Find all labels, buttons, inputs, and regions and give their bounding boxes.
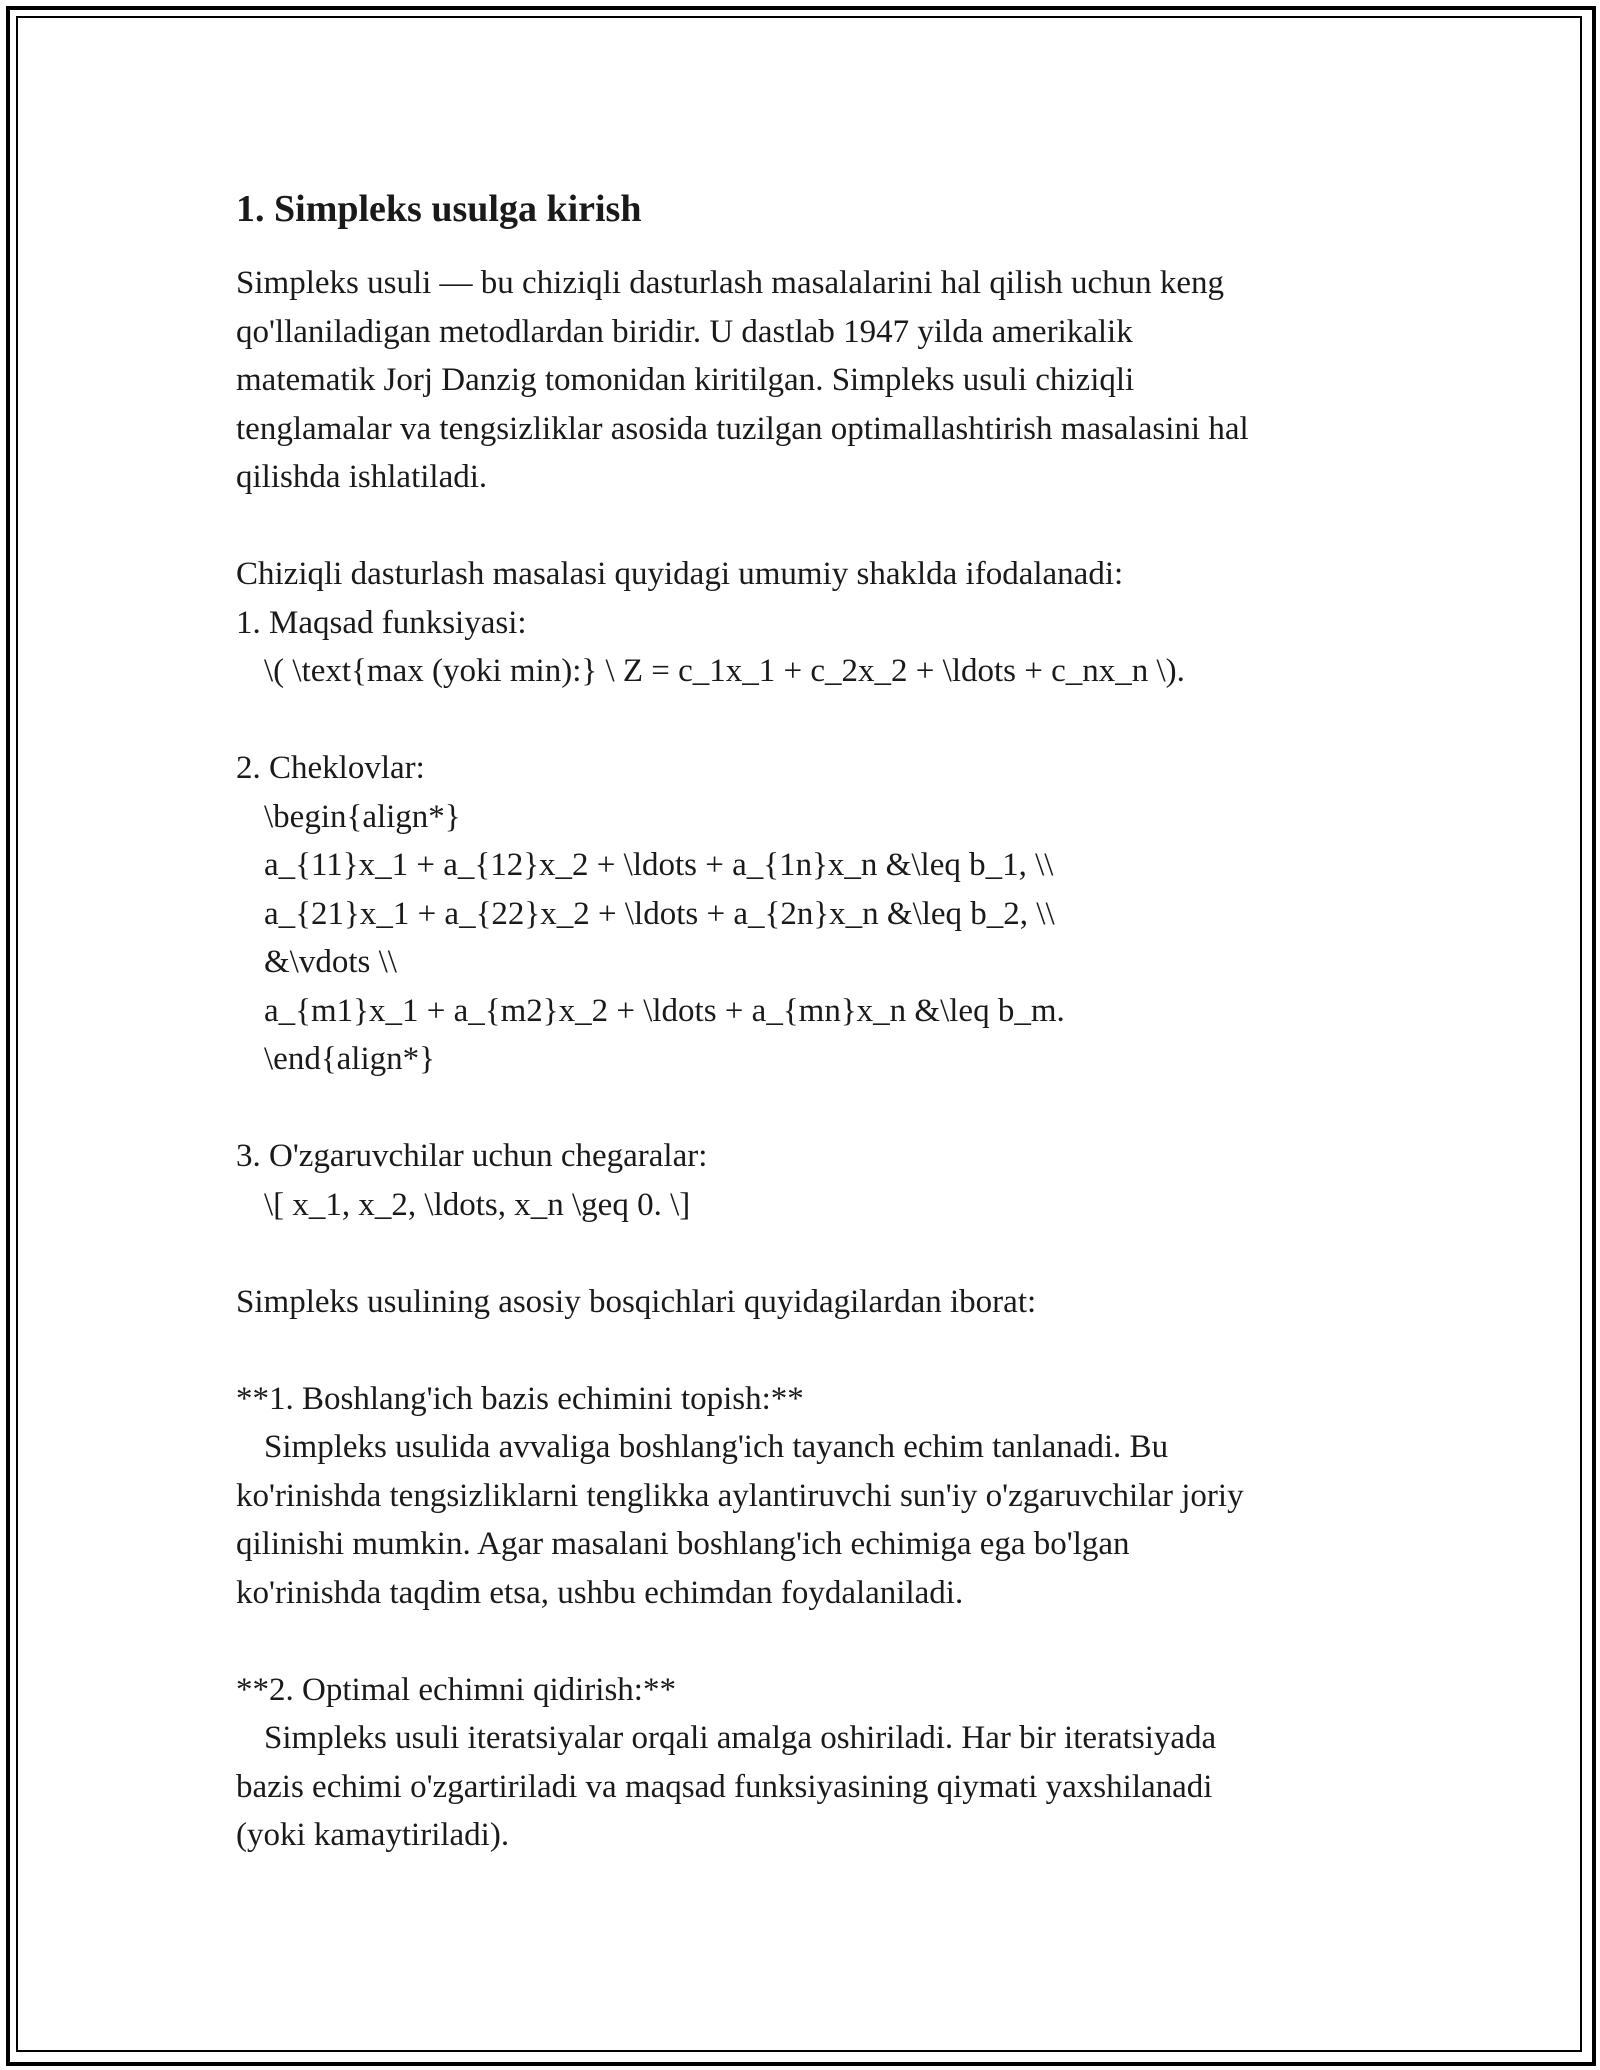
intro-paragraph <box>236 259 1396 502</box>
steps-intro: Simpleks usulining asosiy bosqichlari quyidagilardan iborat: <box>236 1283 1037 1320</box>
objective-title: 1. Maqsad funksiyasi: <box>236 604 527 641</box>
intro-line: qo'llaniladigan metodlardan biridir. U dastlab 1947 yilda amerikalik <box>236 313 1133 350</box>
spacer <box>236 502 1396 551</box>
step2-title: **2. Optimal echimni qidirish:** <box>236 1671 676 1708</box>
constraints-title: 2. Cheklovlar: <box>236 750 425 786</box>
spacer <box>236 1326 1396 1375</box>
constraints-formula-line: a_{21}x_1 + a_{22}x_2 + \ldots + a_{2n}x_n &\leq b_2, \\ <box>264 895 1055 932</box>
step2-line: (yoki kamaytiriladi). <box>236 1817 510 1853</box>
constraints-formula-line: \begin{align*} <box>264 798 461 835</box>
spacer <box>236 696 1396 745</box>
step2-line: Simpleks usuli iteratsiyalar orqali amalga oshiriladi. Har bir iteratsiyada <box>264 1720 1217 1756</box>
step1-line: ko'rinishda tengsizliklarni tenglikka aylantiruvchi sun'iy o'zgaruvchilar joriy <box>236 1477 1244 1514</box>
step2-line: bazis echimi o'zgartiriladi va maqsad funksiyasining qiymati yaxshilanadi <box>236 1768 1213 1805</box>
step1-title: **1. Boshlang'ich bazis echimini topish:** <box>236 1380 804 1417</box>
step1-line: Simpleks usulida avvaliga boshlang'ich tayanch echim tanlanadi. Bu <box>264 1429 1169 1465</box>
spacer <box>236 1617 1396 1666</box>
bounds-formula: \[ x_1, x_2, \ldots, x_n \geq 0. \] <box>264 1186 691 1223</box>
intro-line: matematik Jorj Danzig tomonidan kiritilgan. Simpleks usuli chiziqli <box>236 362 1135 398</box>
document-body <box>236 185 1396 1860</box>
constraints-formula-line: &\vdots \\ <box>264 944 397 980</box>
section-heading: 1. Simpleks usulga kirish <box>236 188 642 230</box>
intro-line: Simpleks usuli — bu chiziqli dasturlash masalalarini hal qilish uchun keng <box>236 265 1225 301</box>
spacer <box>236 1229 1396 1278</box>
bounds-title: 3. O'zgaruvchilar uchun chegaralar: <box>236 1138 708 1174</box>
constraints-formula-line: \end{align*} <box>264 1041 435 1077</box>
constraints-formula-line: a_{11}x_1 + a_{12}x_2 + \ldots + a_{1n}x_n &\leq b_1, \\ <box>264 847 1054 883</box>
step1-line: ko'rinishda taqdim etsa, ushbu echimdan foydalaniladi. <box>236 1574 964 1611</box>
intro-line: qilishda ishlatiladi. <box>236 459 488 495</box>
general-form-intro: Chiziqli dasturlash masalasi quyidagi umumiy shaklda ifodalanadi: <box>236 556 1124 592</box>
constraints-formula-line: a_{m1}x_1 + a_{m2}x_2 + \ldots + a_{mn}x_n &\leq b_m. <box>264 992 1065 1029</box>
step1-line: qilinishi mumkin. Agar masalani boshlang'ich echimiga ega bo'lgan <box>236 1526 1130 1562</box>
spacer <box>236 1084 1396 1133</box>
intro-line: tenglamalar va tengsizliklar asosida tuzilgan optimallashtirish masalasini hal <box>236 410 1249 447</box>
objective-formula: \( \text{max (yoki min):} \ Z = c_1x_1 + c_2x_2 + \ldots + c_nx_n \). <box>264 653 1185 689</box>
